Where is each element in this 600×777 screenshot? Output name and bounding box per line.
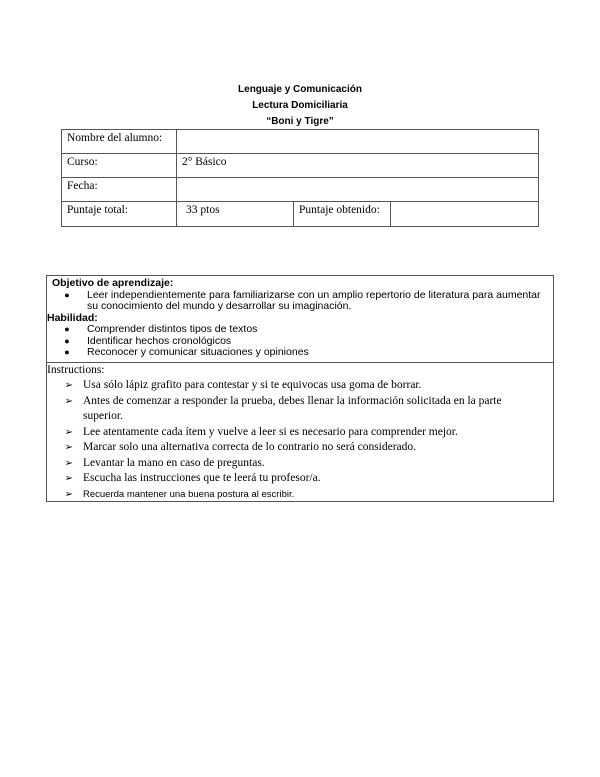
objective-text: Leer independientemente para familiarizarse con un amplio repertorio de literatura para aumentar su conocimiento del mundo y desarrollar su imaginación.: [87, 288, 541, 312]
instructions-title: Instructions:: [47, 364, 105, 376]
date-label: Fecha:: [62, 178, 177, 202]
objectives-section: [47, 276, 553, 363]
subject-title: Lenguaje y Comunicación: [238, 84, 362, 95]
list-item: [47, 471, 553, 487]
course-label: Curso:: [62, 154, 177, 178]
arrow-bullet-icon: ➢: [64, 380, 73, 391]
list-item: [47, 347, 553, 359]
list-item: [47, 394, 553, 425]
bullet-dot-icon: ●: [64, 347, 70, 357]
list-item: [47, 456, 553, 472]
instruction-text: Recuerda mantener una buena postura al escribir.: [83, 488, 295, 500]
student-info-table: [61, 129, 539, 227]
bullet-dot-icon: ●: [64, 335, 70, 346]
instruction-text: Levantar la mano en caso de preguntas.: [83, 456, 265, 469]
student-name-field[interactable]: [177, 130, 539, 154]
course-field[interactable]: 2° Básico: [177, 154, 539, 178]
table-row: [62, 178, 539, 202]
bullet-dot-icon: ●: [64, 324, 70, 334]
skills-title: Habilidad:: [47, 311, 98, 324]
book-title: “Boni y Tigre”: [266, 116, 334, 127]
instruction-text: Antes de comenzar a responder la prueba, debes llenar la información solicitada en la parte superior.: [83, 394, 502, 422]
arrow-bullet-icon: ➢: [64, 473, 73, 484]
list-item: [47, 324, 553, 336]
activity-title: Lectura Domiciliaria: [252, 100, 348, 111]
student-name-label: Nombre del alumno:: [62, 130, 177, 154]
list-item: [47, 290, 553, 313]
skill-text: Identificar hechos cronológicos: [87, 334, 232, 347]
instruction-text: Escucha las instrucciones que te leerá tu profesor/a.: [83, 472, 321, 484]
list-item: [47, 378, 553, 394]
table-row: [62, 202, 539, 227]
skill-text: Comprender distintos tipos de textos: [87, 323, 258, 335]
obtained-score-field[interactable]: [391, 202, 539, 227]
objective-title: Objetivo de aprendizaje:: [52, 277, 174, 289]
obtained-score-label: Puntaje obtenido:: [294, 202, 391, 227]
instruction-text: Usa sólo lápiz grafito para contestar y si te equivocas usa goma de borrar.: [83, 379, 422, 391]
list-item: [47, 487, 553, 503]
arrow-bullet-icon: ➢: [64, 426, 73, 438]
instruction-text: Lee atentamente cada ítem y vuelve a leer si es necesario para comprender mejor.: [83, 425, 458, 438]
arrow-bullet-icon: ➢: [64, 395, 73, 407]
document-header: [0, 82, 600, 130]
arrow-bullet-icon: ➢: [64, 457, 73, 469]
table-row: [62, 130, 539, 154]
list-item: [47, 425, 553, 441]
bullet-dot-icon: ●: [64, 289, 70, 300]
objectives-instructions-box: [46, 275, 554, 502]
arrow-bullet-icon: ➢: [64, 442, 73, 453]
total-score-label: Puntaje total:: [62, 202, 177, 227]
skill-text: Reconocer y comunicar situaciones y opiniones: [87, 346, 309, 358]
table-row: [62, 154, 539, 178]
instructions-section: [47, 363, 553, 502]
date-field[interactable]: [177, 178, 539, 202]
list-item: [47, 440, 553, 456]
arrow-bullet-icon: ➢: [64, 488, 73, 500]
instruction-text: Marcar solo una alternativa correcta de lo contrario no será considerado.: [83, 441, 417, 453]
total-score-value: 33 ptos: [177, 202, 294, 227]
